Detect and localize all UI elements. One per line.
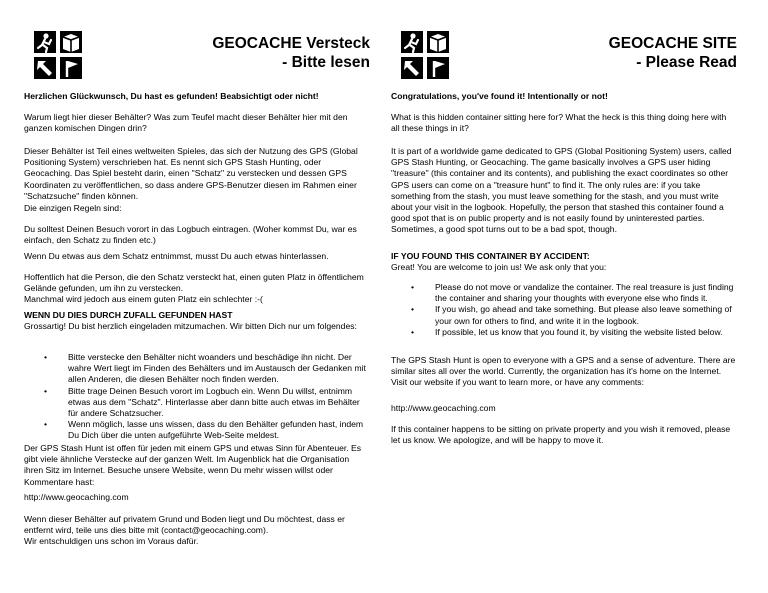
- english-header: [391, 0, 737, 84]
- german-accident-heading: WENN DU DIES DURCH ZUFALL GEFUNDEN HAST: [24, 310, 233, 320]
- english-para3: If this container happens to be sitting on private property and you wish it removed, please let us know. We apologize, and will be happy to move it.: [391, 424, 731, 446]
- german-para5: Der GPS Stash Hunt ist offen für jeden mit einem GPS und etwas Sinn für Abenteuer. Es gibt viele ähnliche Verstecke auf der ganzen Welt. Im Augenblick hat die Organisation ihren Sitz im Internet. Besuche unsere Website, wenn Du mehr wissen willst oder Kommentare hast:: [24, 443, 362, 487]
- english-para1: It is part of a worldwide game dedicated to GPS (Global Positioning System) users, called GPS Stash Hunting, or Geocaching. The game basically involves a GPS user hiding "treasure" (this container and its contents), and publishing the exact coordinates so other GPS users can come on a "treasure hunt" to find it. The only rules are: if you take something from the stash, you must leave something for the stash, and you must write about your visit in the logbook. Hopefully, the person that stashed this container found a good spot that is on public property and is not easily found by uninterested parties. Sometimes, a good spot turns out to be a bad spot, though.: [391, 146, 732, 235]
- german-para3: Wenn Du etwas aus dem Schatz entnimmst, musst Du auch etwas hinterlassen.: [24, 251, 329, 261]
- english-accident-section: [391, 251, 737, 273]
- english-column: [391, 0, 737, 446]
- english-website-url: http://www.geocaching.com: [391, 403, 496, 413]
- german-para6: [24, 514, 370, 548]
- german-para4: [24, 272, 370, 306]
- german-para6-line1: Wenn dieser Behälter auf privatem Grund und Boden liegt und Du möchtest, dass er entfernt wird, teile uns dies bitte mit (contact@geocaching.com).: [24, 514, 345, 536]
- list-item: • Bitte trage Deinen Besuch vorort im Logbuch ein. Wenn Du willst, entnimm etwas aus dem "Schatz". Hinterlasse aber dann bitte auch etwas im Behälter für andere Schatzsucher.: [24, 386, 370, 420]
- english-title-line1: GEOCACHE SITE: [608, 35, 737, 52]
- geocaching-logo-icon: [401, 30, 449, 80]
- german-column: [24, 0, 370, 547]
- german-why: Warum liegt hier dieser Behälter? Was zum Teufel macht dieser Behälter hier mit den ganzen komischen Dingen drin?: [24, 112, 348, 134]
- english-accident-heading: IF YOU FOUND THIS CONTAINER BY ACCIDENT:: [391, 251, 590, 261]
- english-bullet-list: [391, 282, 737, 338]
- list-item: • Bitte verstecke den Behälter nicht woanders und beschädige ihn nicht. Der wahre Wert liegt im Finden des Behälters und im Austausch der Gedanken mit allen Anderen, die diesen Behälter noch finden werden.: [24, 352, 370, 386]
- german-accident-section: [24, 310, 370, 332]
- german-para6-line2: Wir entschuldigen uns schon im Voraus dafür.: [24, 536, 199, 547]
- german-para4-line1: Hoffentlich hat die Person, die den Schatz versteckt hat, einen guten Platz in öffentlichem Gelände gefunden, um ihn zu verstecken.: [24, 272, 364, 294]
- german-para4-line2: Manchmal wird jedoch aus einem guten Platz ein schlechter :-(: [24, 294, 263, 305]
- list-item: • Wenn möglich, lasse uns wissen, dass du den Behälter gefunden hast, indem Du Dich über die unten aufgeführte Web-Seite meldest.: [24, 419, 370, 441]
- list-item: • If you wish, go ahead and take something. But please also leave something of your own for others to find, and write it in the logbook.: [391, 304, 737, 326]
- english-why: What is this hidden container sitting here for? What the heck is this thing doing here with all these things in it?: [391, 112, 727, 134]
- german-rules-intro: Die einzigen Regeln sind:: [24, 203, 122, 213]
- german-para2: Du solltest Deinen Besuch vorort in das Logbuch eintragen. (Woher kommst Du, war es einfach, den Schatz zu finden etc.): [24, 224, 357, 246]
- german-para1: Dieser Behälter ist Teil eines weltweiten Spieles, das sich der Nutzung des GPS (Global Positioning System) verschrieben hat. Es nennt sich GPS Stash Hunting, oder Geocaching. Das Spiel besteht darin, einen "Schatz" zu verstecken und dessen GPS Koordinaten zu veröffentlichen, so dass andere GPS-Benutzer diesen im Rahmen einer "Schatzsuche" finden können.: [24, 146, 358, 201]
- german-accident-text: Grossartig! Du bist herzlich eingeladen mitzumachen. Wir bitten Dich nur um folgendes:: [24, 321, 357, 332]
- english-congrats: Congratulations, you've found it! Intentionally or not!: [391, 91, 608, 101]
- german-header: [24, 0, 370, 84]
- list-item: • Please do not move or vandalize the container. The real treasure is just finding the container and sharing your thoughts with everyone else who finds it.: [391, 282, 737, 304]
- german-website-url: http://www.geocaching.com: [24, 492, 129, 502]
- english-title-line2: - Please Read: [636, 54, 737, 71]
- geocaching-logo-icon: [34, 30, 82, 80]
- german-title-line2: - Bitte lesen: [282, 54, 370, 71]
- english-accident-text: Great! You are welcome to join us! We ask only that you:: [391, 262, 607, 273]
- german-title: [212, 34, 370, 72]
- german-title-line1: GEOCACHE Versteck: [212, 35, 370, 52]
- english-para2: The GPS Stash Hunt is open to everyone with a GPS and a sense of adventure. There are similar sites all over the world. Currently, the organization has it's home on the Internet. Visit our website if you want to learn more, or have any comments:: [391, 355, 736, 388]
- english-title: [609, 34, 737, 72]
- list-item: • If possible, let us know that you found it, by visiting the website listed below.: [391, 327, 737, 338]
- german-congrats: Herzlichen Glückwunsch, Du hast es gefunden! Beabsichtigt oder nicht!: [24, 91, 319, 101]
- german-bullet-list: [24, 352, 370, 442]
